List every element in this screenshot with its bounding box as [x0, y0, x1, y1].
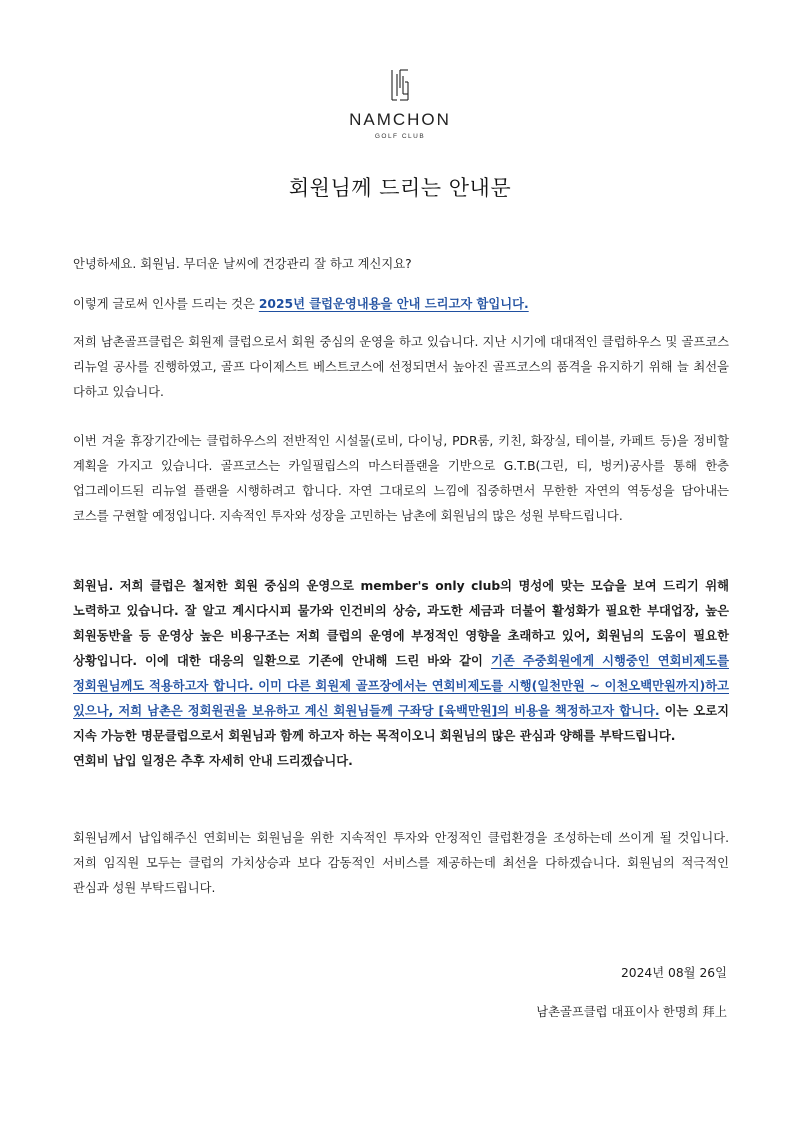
annual-fee-highlight: 기존 주중회원에게 시행중인 연회비제도를 정회원님께도 적용하고자 합니다. 이미 다른 회원제 골프장에서는 연회비제도를 시행(일천만원 ~ 이천오백만원까지)하고 있으나, 저희 남촌은 정회원권을 보유하고 계신 회원님들께 구좌당 [육백만원]의 비용을 책정하고자 합니다.	[73, 654, 729, 718]
closing-paragraph: 회원님께서 납입해주신 연회비는 회원님을 위한 지속적인 투자와 안정적인 클럽환경을 조성하는데 쓰이게 될 것입니다. 저희 임직원 모두는 클럽의 가치상승과 보다 감동적인 서비스를 제공하는데 최선을 다하겠습니다. 회원님의 적극적인 관심과 성원 부탁드립니다.	[73, 831, 729, 895]
annual-fee-closing: 이는 오로지 지속 가능한 명문클럽으로서 회원님과 함께 하고자 하는 목적이오니 회원님의 많은 관심과 양해를 부탁드립니다.	[73, 704, 729, 743]
purpose-paragraph	[73, 292, 729, 317]
document-title: 회원님께 드리는 안내문	[288, 176, 512, 200]
renovation-paragraph: 이번 겨울 휴장기간에는 클럽하우스의 전반적인 시설물(로비, 다이닝, PDR룸, 키친, 화장실, 테이블, 카페트 등)을 정비할 계획을 가지고 있습니다. 골프코스는 카일필립스의 마스터플랜을 기반으로 G.T.B(그린, 티, 벙커)공사를 통해 한층 업그레이드된 리뉴얼 플랜을 시행하려고 합니다. 자연 그대로의 느낌에 집중하면서 무한한 자연의 역동성을 담아내는 코스를 구현할 예정입니다. 지속적인 투자와 성장을 고민하는 남촌에 회원님의 많은 성원 부탁드립니다.	[73, 434, 729, 523]
logo-subtitle: GOLF CLUB	[374, 133, 426, 140]
document-date: 2024년 08월 26일	[620, 966, 727, 980]
annual-fee-intro: 회원님. 저희 클럽은 철저한 회원 중심의 운영으로 member's only club의 명성에 맞는 모습을 보여 드리기 위해 노력하고 있습니다. 잘 알고 계시다시피 물가와 인건비의 상승, 과도한 세금과 더불어 활성화가 필요한 부대업장, 높은 회원동반율 등 운영상 높은 비용구조는 저희 클럽의 운영에 부정적인 영향을 초래하고 있어, 회원님의 도움이 필요한 상황입니다. 이에 대한 대응의 일환으로 기존에 안내해 드린 바와 같이	[73, 579, 729, 668]
club-logo	[0, 68, 800, 140]
club-intro-paragraph: 저희 남촌골프클럽은 회원제 클럽으로서 회원 중심의 운영을 하고 있습니다. 지난 시기에 대대적인 클럽하우스 및 골프코스 리뉴얼 공사를 진행하였고, 골프 다이제스트 베스트코스에 선정되면서 높아진 골프코스의 품격을 유지하기 위해 늘 최선을 다하고 있습니다.	[73, 335, 729, 399]
purpose-highlight: 2025년 클럽운영내용을 안내 드리고자 함입니다.	[258, 297, 529, 311]
annual-fee-paragraph	[73, 574, 729, 774]
namchon-monogram-icon	[389, 68, 411, 102]
greeting-paragraph: 안녕하세요. 회원님. 무더운 날씨에 건강관리 잘 하고 계신지요?	[73, 257, 412, 271]
logo-wordmark: NAMCHON	[349, 110, 451, 129]
payment-schedule-notice: 연회비 납입 일정은 추후 자세히 안내 드리겠습니다.	[73, 754, 353, 768]
purpose-text: 이렇게 글로써 인사를 드리는 것은	[73, 297, 259, 311]
signature-line: 남촌골프클럽 대표이사 한명희 拜上	[536, 1005, 727, 1019]
